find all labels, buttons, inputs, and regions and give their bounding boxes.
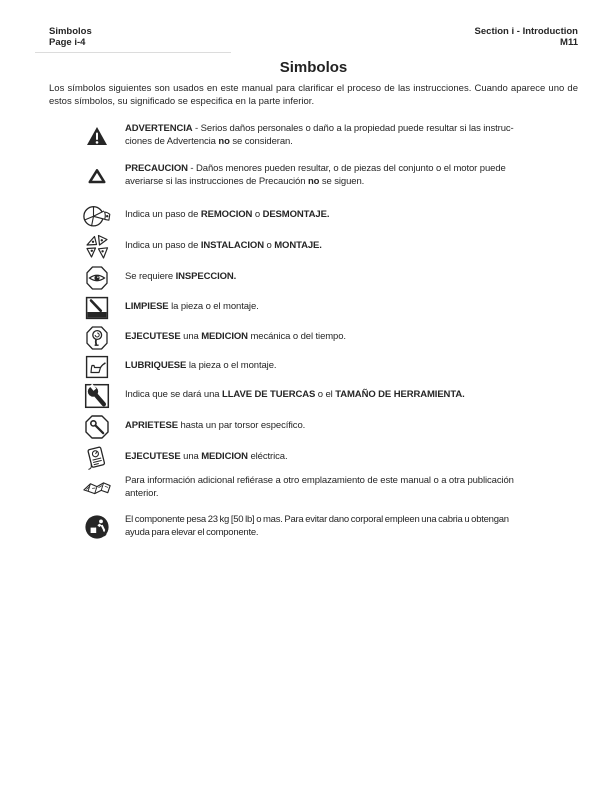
page-header [49, 26, 578, 48]
installation-icon [82, 234, 112, 260]
symbol-row [49, 514, 578, 540]
clean-icon [82, 296, 112, 320]
reference-icon [82, 479, 112, 497]
torque-icon [82, 414, 112, 440]
symbol-row [49, 123, 578, 149]
removal-icon [82, 204, 112, 228]
symbol-text: Indica que se dará una LLAVE DE TUERCAS o el TAMAÑO DE HERRAMIENTA. [125, 389, 465, 401]
page-title: Simbolos [279, 59, 348, 76]
symbol-row [49, 444, 578, 472]
header-section: Section i - Introduction [474, 26, 578, 37]
symbol-text: Indica un paso de INSTALACION o MONTAJE. [125, 240, 322, 252]
symbol-text: LIMPIESE la pieza o el montaje. [125, 301, 259, 313]
header-left [49, 26, 92, 48]
header-model-number: M11 [560, 37, 578, 48]
symbol-row [49, 163, 578, 189]
header-page-number: Page i-4 [49, 37, 86, 48]
header-doc-title: Simbolos [49, 26, 92, 37]
scan-artifact-line [35, 52, 231, 53]
wrench-icon [82, 383, 112, 409]
symbol-text: Para información adicional refiérase a otro emplazamiento de este manual o a otra publicación anterior. [125, 474, 514, 499]
symbol-text: EJECUTESE una MEDICION mecánica o del tiempo. [125, 331, 346, 343]
symbol-list [49, 123, 578, 540]
symbol-row [49, 234, 578, 260]
symbol-text: LUBRIQUESE la pieza o el montaje. [125, 360, 277, 372]
no-lift-icon [82, 514, 112, 540]
symbol-row [49, 295, 578, 321]
symbol-row [49, 414, 578, 440]
symbol-text: PRECAUCION - Daños menores pueden resultar, o de piezas del conjunto o el motor puede averiarse si las instrucciones de Precaución no se siguen. [125, 162, 506, 187]
symbol-text: Se requiere INSPECCION. [125, 271, 237, 283]
symbol-row [49, 475, 578, 501]
symbol-text: APRIETESE hasta un par torsor específico. [125, 420, 306, 432]
header-right [475, 26, 578, 48]
electrical-measurement-icon [82, 444, 112, 472]
symbol-row [49, 265, 578, 291]
lubricate-icon [82, 355, 112, 379]
intro-paragraph: Los símbolos siguientes son usados en este manual para clarificar el proceso de las instrucciones. Cuando aparece uno de estos símbolos, su significado se especifica en la parte inferior. [49, 83, 578, 107]
symbol-text: ADVERTENCIA - Serios daños personales o daño a la propiedad puede resultar si las instruc- ciones de Advertencia no se consideran. [125, 122, 514, 147]
symbol-text: Indica un paso de REMOCION o DESMONTAJE. [125, 209, 330, 221]
symbol-text: EJECUTESE una MEDICION eléctrica. [125, 451, 288, 463]
mechanical-measurement-icon [82, 325, 112, 351]
symbol-row [49, 203, 578, 229]
caution-triangle-icon [82, 168, 112, 184]
warning-triangle-icon [82, 126, 112, 146]
symbol-row [49, 325, 578, 351]
symbol-row [49, 354, 578, 380]
symbol-row [49, 383, 578, 409]
symbol-text: El componente pesa 23 kg [50 lb] o mas. Para evitar dano corporal empleen una cabria u obtengan ayuda para elevar el componente. [125, 513, 509, 538]
inspection-icon [82, 265, 112, 291]
